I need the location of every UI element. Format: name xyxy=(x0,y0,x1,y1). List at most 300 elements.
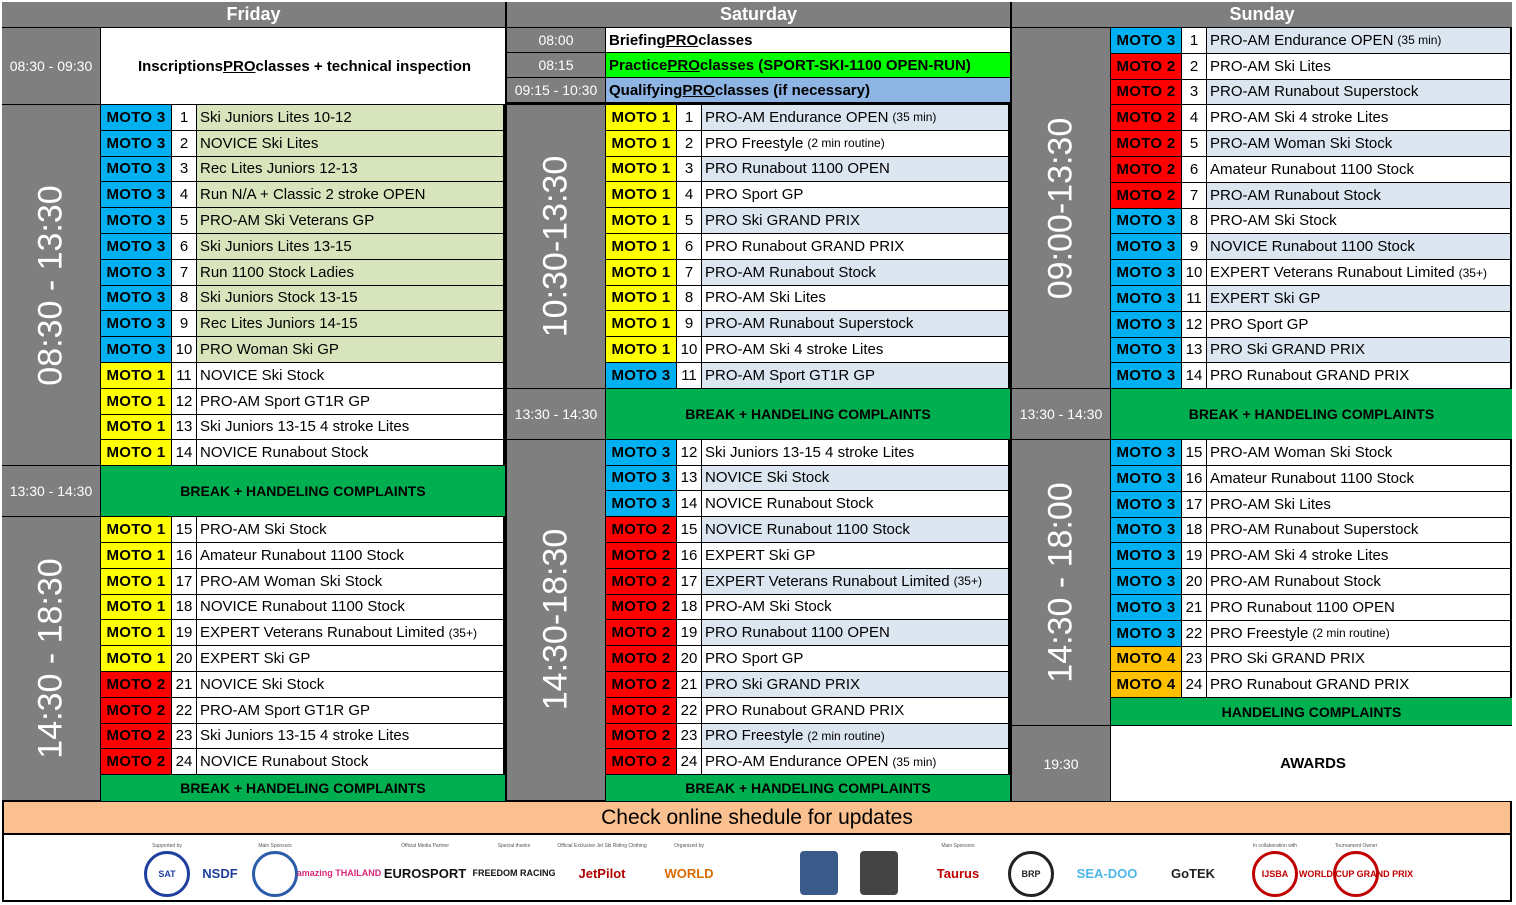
moto-badge: MOTO 3 xyxy=(1111,440,1181,465)
race-number: 13 xyxy=(677,466,701,491)
moto-badge: MOTO 1 xyxy=(606,234,676,259)
race-class xyxy=(1207,312,1510,337)
sponsor-caption: Main Sponsors xyxy=(941,843,975,849)
race-number: 11 xyxy=(677,363,701,388)
race-class xyxy=(197,208,503,233)
race-class xyxy=(1207,131,1510,156)
moto-badge: MOTO 2 xyxy=(606,646,676,671)
race-number: 19 xyxy=(172,620,196,645)
race-class xyxy=(1207,440,1510,465)
sponsor-mark: FREEDOM RACING xyxy=(472,868,556,878)
race-class xyxy=(197,543,503,568)
class-name: PRO Sport GP xyxy=(705,650,804,668)
race-number: 9 xyxy=(172,311,196,336)
pre-time: 08:30 - 09:30 xyxy=(2,28,100,104)
race-class xyxy=(197,105,503,130)
class-name: PRO-AM Runabout Superstock xyxy=(1210,83,1419,101)
pre-activity xyxy=(606,53,1010,77)
race-number: 8 xyxy=(1182,209,1206,234)
moto-badge: MOTO 2 xyxy=(606,517,676,542)
class-name: Amateur Runabout 1100 Stock xyxy=(200,546,405,564)
moto-badge: MOTO 3 xyxy=(101,234,171,259)
race-number: 19 xyxy=(677,620,701,645)
break-banner: BREAK + HANDELING COMPLAINTS xyxy=(1111,389,1512,439)
race-number: 11 xyxy=(1182,286,1206,311)
moto-badge: MOTO 3 xyxy=(1111,569,1181,594)
block1-time xyxy=(507,105,605,388)
moto-badge: MOTO 3 xyxy=(1111,595,1181,620)
class-name: Ski Juniors Lites 10-12 xyxy=(200,108,352,126)
race-class xyxy=(702,698,1008,723)
class-name: Ski Juniors 13-15 4 stroke Lites xyxy=(705,443,915,461)
race-number: 13 xyxy=(1182,338,1206,363)
race-class xyxy=(702,234,1008,259)
block2-time xyxy=(507,440,605,800)
moto-badge: MOTO 1 xyxy=(606,286,676,311)
saturday-column xyxy=(507,2,1010,802)
class-name: NOVICE Ski Stock xyxy=(200,675,325,693)
race-class xyxy=(1207,183,1510,208)
race-number: 16 xyxy=(1182,466,1206,491)
moto-badge: MOTO 4 xyxy=(1111,672,1181,697)
race-number: 1 xyxy=(677,105,701,130)
sponsor-logo xyxy=(296,843,382,895)
pre-time: 08:15 xyxy=(507,53,605,77)
race-class xyxy=(1207,543,1510,568)
awards-banner: AWARDS xyxy=(1111,726,1512,801)
class-name: PRO-AM Endurance OPEN xyxy=(1210,31,1394,49)
race-class xyxy=(702,157,1008,182)
pre-activity xyxy=(606,78,1010,102)
race-class xyxy=(1207,28,1510,53)
class-name: EXPERT Ski GP xyxy=(200,650,311,668)
break-banner: BREAK + HANDELING COMPLAINTS xyxy=(606,389,1010,439)
race-class xyxy=(197,646,503,671)
race-number: 10 xyxy=(172,337,196,362)
race-number: 3 xyxy=(1182,80,1206,105)
race-class xyxy=(1207,621,1510,646)
race-class xyxy=(197,389,503,414)
class-name: Amateur Runabout 1100 Stock xyxy=(1210,469,1415,487)
break-time: 13:30 - 14:30 xyxy=(2,466,100,516)
race-class xyxy=(702,491,1008,516)
sunday-column xyxy=(1012,2,1512,802)
moto-badge: MOTO 3 xyxy=(1111,260,1181,285)
race-class xyxy=(1207,105,1510,130)
pro-highlight: PRO xyxy=(682,81,715,99)
race-class xyxy=(197,595,503,620)
info-text: Briefing xyxy=(609,31,666,49)
class-note: (35 min) xyxy=(892,110,937,125)
moto-badge: MOTO 2 xyxy=(1111,105,1181,130)
race-class xyxy=(702,286,1008,311)
info-text: classes (SPORT-SKI-1100 OPEN-RUN) xyxy=(699,56,971,74)
race-number: 14 xyxy=(677,491,701,516)
class-name: Ski Juniors Lites 13-15 xyxy=(200,237,352,255)
sponsor-mark: NSDF xyxy=(202,865,238,881)
class-name: NOVICE Runabout Stock xyxy=(705,495,874,513)
moto-badge: MOTO 3 xyxy=(1111,286,1181,311)
moto-badge: MOTO 2 xyxy=(606,595,676,620)
moto-badge: MOTO 1 xyxy=(101,620,171,645)
sponsor-logo xyxy=(474,843,554,895)
class-name: Rec Lites Juniors 12-13 xyxy=(200,160,358,178)
class-name: PRO-AM Sport GT1R GP xyxy=(705,366,876,384)
class-name: NOVICE Runabout 1100 Stock xyxy=(705,521,910,539)
race-class xyxy=(702,363,1008,388)
class-name: PRO-AM Ski Stock xyxy=(705,598,832,616)
info-text: Qualifying xyxy=(609,81,683,99)
race-class xyxy=(197,415,503,440)
race-number: 12 xyxy=(677,440,701,465)
race-number: 18 xyxy=(677,595,701,620)
race-number: 14 xyxy=(1182,363,1206,388)
awards-time: 19:30 xyxy=(1012,726,1110,801)
race-class xyxy=(702,646,1008,671)
race-class xyxy=(702,208,1008,233)
moto-badge: MOTO 4 xyxy=(1111,647,1181,672)
moto-badge: MOTO 1 xyxy=(101,595,171,620)
class-name: PRO Freestyle xyxy=(1210,624,1309,642)
sponsor-logo xyxy=(649,843,729,895)
class-name: PRO Ski GRAND PRIX xyxy=(705,675,861,693)
class-name: PRO Runabout GRAND PRIX xyxy=(705,701,905,719)
race-number: 21 xyxy=(677,672,701,697)
race-number: 17 xyxy=(172,569,196,594)
moto-badge: MOTO 1 xyxy=(606,260,676,285)
sponsor-mark xyxy=(252,851,298,897)
moto-badge: MOTO 2 xyxy=(1111,183,1181,208)
race-class xyxy=(197,724,503,749)
class-name: Ski Juniors Stock 13-15 xyxy=(200,289,358,307)
moto-badge: MOTO 1 xyxy=(101,415,171,440)
sponsor-logo xyxy=(249,843,301,897)
update-notice: Check online shedule for updates xyxy=(4,802,1510,833)
day-header-saturday: Saturday xyxy=(507,2,1010,27)
moto-badge: MOTO 2 xyxy=(1111,80,1181,105)
moto-badge: MOTO 3 xyxy=(101,311,171,336)
race-class xyxy=(197,363,503,388)
race-number: 24 xyxy=(677,749,701,774)
class-name: PRO Runabout 1100 OPEN xyxy=(705,160,890,178)
sponsor-caption: Special thanks xyxy=(497,843,531,849)
class-name: NOVICE Runabout 1100 Stock xyxy=(200,598,405,616)
class-name: EXPERT Ski GP xyxy=(1210,289,1321,307)
race-number: 23 xyxy=(677,724,701,749)
race-class xyxy=(1207,363,1510,388)
class-name: NOVICE Ski Lites xyxy=(200,134,319,152)
race-number: 15 xyxy=(172,517,196,542)
end-break-banner: BREAK + HANDELING COMPLAINTS xyxy=(606,775,1010,801)
class-name: PRO Freestyle xyxy=(705,134,804,152)
race-number: 14 xyxy=(172,440,196,465)
sponsor-logo xyxy=(799,843,839,895)
moto-badge: MOTO 3 xyxy=(606,440,676,465)
moto-badge: MOTO 2 xyxy=(101,724,171,749)
sponsor-mark: WORLD xyxy=(664,865,714,881)
info-text: classes (if necessary) xyxy=(714,81,870,99)
class-name: Amateur Runabout 1100 Stock xyxy=(1210,160,1415,178)
moto-badge: MOTO 3 xyxy=(101,286,171,311)
block2-time xyxy=(1012,440,1110,725)
class-name: EXPERT Veterans Runabout Limited xyxy=(1210,264,1455,282)
race-number: 19 xyxy=(1182,543,1206,568)
race-number: 5 xyxy=(1182,131,1206,156)
race-class xyxy=(197,440,503,465)
moto-badge: MOTO 2 xyxy=(1111,54,1181,79)
class-name: Run 1100 Stock Ladies xyxy=(200,263,354,281)
sponsor-caption: Tournament Owner xyxy=(1334,843,1378,849)
sponsor-mark: GoTEK xyxy=(1170,865,1216,881)
info-text: Inscriptions xyxy=(137,57,223,75)
class-name: PRO Ski GRAND PRIX xyxy=(705,212,861,230)
end-break-banner: BREAK + HANDELING COMPLAINTS xyxy=(101,775,505,801)
sponsor-caption: Organized by xyxy=(674,843,704,849)
moto-badge: MOTO 2 xyxy=(606,620,676,645)
moto-badge: MOTO 2 xyxy=(606,569,676,594)
race-number: 1 xyxy=(172,105,196,130)
race-class xyxy=(197,749,503,774)
moto-badge: MOTO 2 xyxy=(101,672,171,697)
sponsor-caption: In collaboration with xyxy=(1252,843,1298,849)
break-time: 13:30 - 14:30 xyxy=(507,389,605,439)
race-class xyxy=(702,440,1008,465)
block2-time-label: 14:30-18:30 xyxy=(536,529,575,711)
race-number: 22 xyxy=(677,698,701,723)
race-number: 6 xyxy=(172,234,196,259)
block2-time xyxy=(2,517,100,800)
race-class xyxy=(702,182,1008,207)
race-number: 15 xyxy=(1182,440,1206,465)
class-name: PRO-AM Ski Lites xyxy=(1210,57,1331,75)
moto-badge: MOTO 1 xyxy=(606,157,676,182)
class-name: EXPERT Ski GP xyxy=(705,546,816,564)
sponsor-logo xyxy=(1067,843,1147,895)
class-name: PRO-AM Ski Veterans GP xyxy=(200,212,375,230)
race-number: 9 xyxy=(677,311,701,336)
class-name: PRO-AM Ski 4 stroke Lites xyxy=(1210,109,1389,127)
race-number: 15 xyxy=(677,517,701,542)
sponsor-mark: JetPilot xyxy=(578,865,626,881)
race-class xyxy=(197,311,503,336)
moto-badge: MOTO 1 xyxy=(101,569,171,594)
class-name: NOVICE Runabout 1100 Stock xyxy=(1210,238,1415,256)
race-number: 10 xyxy=(1182,260,1206,285)
race-number: 2 xyxy=(677,131,701,156)
moto-badge: MOTO 3 xyxy=(1111,543,1181,568)
moto-badge: MOTO 1 xyxy=(101,543,171,568)
class-name: PRO-AM Ski Lites xyxy=(1210,495,1331,513)
race-number: 17 xyxy=(1182,492,1206,517)
sponsor-mark: SEA-DOO xyxy=(1076,865,1138,881)
sponsor-mark: EUROSPORT xyxy=(383,865,467,881)
class-note: (35 min) xyxy=(892,754,937,769)
race-number: 12 xyxy=(172,389,196,414)
moto-badge: MOTO 3 xyxy=(1111,518,1181,543)
race-class xyxy=(197,337,503,362)
class-name: Ski Juniors 13-15 4 stroke Lites xyxy=(200,727,410,745)
class-note: (35+) xyxy=(448,625,477,640)
moto-badge: MOTO 2 xyxy=(606,749,676,774)
race-class xyxy=(197,234,503,259)
pre-time: 09:15 - 10:30 xyxy=(507,78,605,102)
sponsor-logo xyxy=(1298,843,1414,897)
race-class xyxy=(197,182,503,207)
race-number: 23 xyxy=(172,724,196,749)
class-name: PRO-AM Endurance OPEN xyxy=(705,753,889,771)
race-class xyxy=(702,620,1008,645)
moto-badge: MOTO 3 xyxy=(1111,621,1181,646)
info-text: classes + technical inspection xyxy=(255,57,472,75)
moto-badge: MOTO 3 xyxy=(1111,312,1181,337)
block1-time-label: 08:30 - 13:30 xyxy=(31,184,70,386)
moto-badge: MOTO 3 xyxy=(101,208,171,233)
class-name: PRO Sport GP xyxy=(1210,315,1309,333)
class-note: (35+) xyxy=(1458,265,1487,280)
moto-badge: MOTO 3 xyxy=(101,182,171,207)
race-class xyxy=(702,311,1008,336)
class-note: (2 min routine) xyxy=(807,728,885,743)
block1-time-label: 09:00-13:30 xyxy=(1041,117,1080,299)
sponsor-caption: Official Media Partner xyxy=(401,843,449,849)
pre-activity xyxy=(606,28,1010,52)
sponsor-mark: WORLD CUP GRAND PRIX xyxy=(1333,851,1379,897)
moto-badge: MOTO 3 xyxy=(1111,209,1181,234)
race-number: 6 xyxy=(677,234,701,259)
class-name: PRO Freestyle xyxy=(705,727,804,745)
class-name: PRO-AM Sport GT1R GP xyxy=(200,392,371,410)
race-number: 10 xyxy=(677,337,701,362)
race-number: 13 xyxy=(172,415,196,440)
moto-badge: MOTO 3 xyxy=(1111,234,1181,259)
sponsor-logo xyxy=(382,843,468,895)
class-name: Run N/A + Classic 2 stroke OPEN xyxy=(200,186,426,204)
class-name: PRO Runabout GRAND PRIX xyxy=(1210,676,1410,694)
race-number: 7 xyxy=(172,260,196,285)
race-number: 24 xyxy=(1182,672,1206,697)
race-number: 20 xyxy=(172,646,196,671)
info-text: Practice xyxy=(609,56,668,74)
race-class xyxy=(1207,466,1510,491)
class-name: PRO-AM Ski Stock xyxy=(1210,212,1337,230)
sponsor-mark: SAT xyxy=(144,851,190,897)
race-class xyxy=(197,698,503,723)
moto-badge: MOTO 3 xyxy=(1111,28,1181,53)
class-note: (35+) xyxy=(953,574,982,589)
class-name: EXPERT Veterans Runabout Limited xyxy=(705,572,950,590)
class-name: PRO Runabout 1100 OPEN xyxy=(1210,598,1395,616)
race-number: 11 xyxy=(172,363,196,388)
race-number: 20 xyxy=(677,646,701,671)
race-class xyxy=(1207,286,1510,311)
race-number: 5 xyxy=(172,208,196,233)
pro-highlight: PRO xyxy=(667,56,700,74)
race-class xyxy=(1207,234,1510,259)
race-number: 22 xyxy=(1182,621,1206,646)
pre-time: 08:00 xyxy=(507,28,605,52)
class-name: PRO-AM Sport GT1R GP xyxy=(200,701,371,719)
moto-badge: MOTO 2 xyxy=(606,698,676,723)
race-class xyxy=(1207,338,1510,363)
race-class xyxy=(702,543,1008,568)
class-note: (2 min routine) xyxy=(1312,626,1390,641)
sponsor-mark xyxy=(860,851,898,895)
moto-badge: MOTO 1 xyxy=(101,389,171,414)
race-number: 20 xyxy=(1182,569,1206,594)
race-class xyxy=(1207,209,1510,234)
class-note: (35 min) xyxy=(1397,33,1442,48)
sponsor-mark: BRP xyxy=(1008,851,1054,897)
day-header-friday: Friday xyxy=(2,2,505,27)
sponsor-logo xyxy=(1156,843,1230,895)
race-number: 21 xyxy=(172,672,196,697)
race-number: 2 xyxy=(172,131,196,156)
race-number: 1 xyxy=(1182,28,1206,53)
sponsor-logo xyxy=(142,843,192,897)
race-number: 21 xyxy=(1182,595,1206,620)
class-name: PRO-AM Woman Ski Stock xyxy=(200,572,383,590)
moto-badge: MOTO 2 xyxy=(606,672,676,697)
sponsor-mark: amazing THAILAND xyxy=(296,868,382,878)
race-number: 12 xyxy=(1182,312,1206,337)
class-name: EXPERT Veterans Runabout Limited xyxy=(200,624,445,642)
moto-badge: MOTO 1 xyxy=(101,440,171,465)
class-name: NOVICE Runabout Stock xyxy=(200,444,369,462)
class-name: PRO Runabout 1100 OPEN xyxy=(705,624,890,642)
race-number: 7 xyxy=(677,260,701,285)
race-class xyxy=(702,105,1008,130)
race-class xyxy=(197,260,503,285)
race-number: 16 xyxy=(677,543,701,568)
sponsor-logo xyxy=(1244,843,1306,897)
race-number: 6 xyxy=(1182,157,1206,182)
race-class xyxy=(702,466,1008,491)
race-number: 16 xyxy=(172,543,196,568)
class-name: PRO Sport GP xyxy=(705,186,804,204)
race-number: 18 xyxy=(1182,518,1206,543)
moto-badge: MOTO 3 xyxy=(1111,492,1181,517)
moto-badge: MOTO 2 xyxy=(101,698,171,723)
race-class xyxy=(702,672,1008,697)
class-name: PRO-AM Runabout Stock xyxy=(705,263,876,281)
moto-badge: MOTO 2 xyxy=(101,749,171,774)
race-class xyxy=(197,286,503,311)
race-number: 23 xyxy=(1182,647,1206,672)
sponsor-caption: Supported by xyxy=(152,843,182,849)
class-name: PRO-AM Runabout Stock xyxy=(1210,186,1381,204)
class-name: PRO-AM Runabout Stock xyxy=(1210,573,1381,591)
class-name: PRO-AM Woman Ski Stock xyxy=(1210,135,1393,153)
moto-badge: MOTO 3 xyxy=(1111,338,1181,363)
moto-badge: MOTO 3 xyxy=(606,491,676,516)
break-banner: BREAK + HANDELING COMPLAINTS xyxy=(101,466,505,516)
day-header-sunday: Sunday xyxy=(1012,2,1512,27)
moto-badge: MOTO 2 xyxy=(1111,131,1181,156)
inscriptions-info xyxy=(101,28,505,104)
race-number: 17 xyxy=(677,569,701,594)
info-text: classes xyxy=(698,31,753,49)
race-class xyxy=(197,620,503,645)
sponsor-caption: Main Sponsors xyxy=(258,843,292,849)
pro-highlight: PRO xyxy=(665,31,699,49)
race-class xyxy=(702,569,1008,594)
race-number: 4 xyxy=(677,182,701,207)
race-class xyxy=(197,569,503,594)
block2-time-label: 14:30 - 18:00 xyxy=(1041,482,1080,683)
class-name: PRO-AM Ski Stock xyxy=(200,521,327,539)
sponsor-logo xyxy=(200,843,240,895)
race-class xyxy=(702,724,1008,749)
